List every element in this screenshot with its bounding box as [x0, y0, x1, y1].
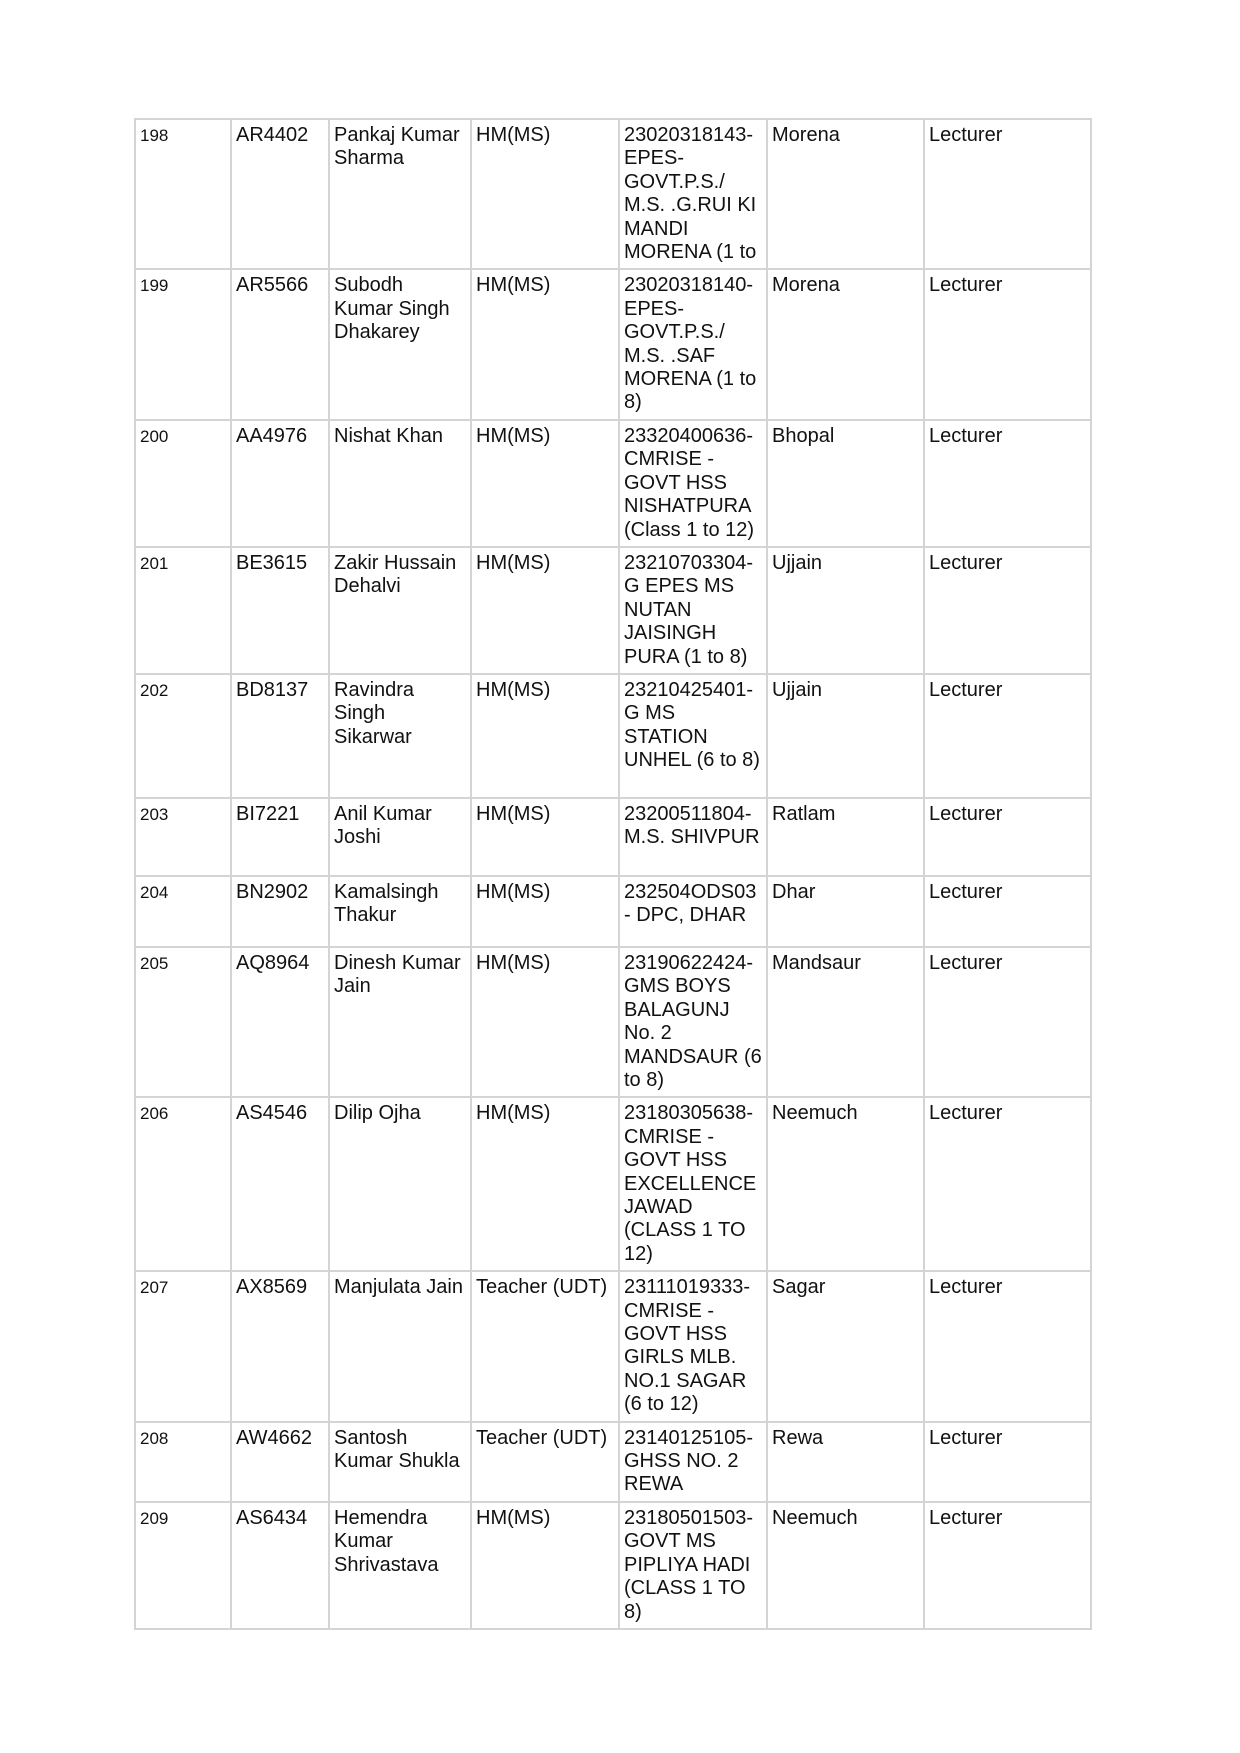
cell-designation: HM(MS) [472, 877, 620, 948]
cell-designation: HM(MS) [472, 270, 620, 420]
cell-district: Morena [768, 120, 925, 270]
cell-employee-name: Nishat Khan [330, 421, 472, 548]
table-row [136, 675, 1092, 799]
cell-serial-no: 205 [136, 948, 232, 1098]
cell-district: Ratlam [768, 799, 925, 877]
cell-employee-code: AX8569 [232, 1272, 330, 1422]
cell-employee-name: Pankaj Kumar Sharma [330, 120, 472, 270]
cell-district: Sagar [768, 1272, 925, 1422]
cell-school: 23020318140-EPES-GOVT.P.S./ M.S. .SAF MORENA (1 to 8) [620, 270, 768, 420]
cell-school: 23200511804-M.S. SHIVPUR [620, 799, 768, 877]
table-row [136, 1423, 1092, 1503]
cell-serial-no: 198 [136, 120, 232, 270]
cell-school: 23111019333-CMRISE - GOVT HSS GIRLS MLB. NO.1 SAGAR (6 to 12) [620, 1272, 768, 1422]
cell-school: 23140125105-GHSS NO. 2 REWA [620, 1423, 768, 1503]
table-row [136, 1272, 1092, 1422]
cell-post: Lecturer [925, 948, 1092, 1098]
cell-district: Neemuch [768, 1098, 925, 1272]
cell-serial-no: 199 [136, 270, 232, 420]
cell-designation: HM(MS) [472, 799, 620, 877]
cell-post: Lecturer [925, 120, 1092, 270]
cell-designation: HM(MS) [472, 421, 620, 548]
cell-district: Ujjain [768, 675, 925, 799]
cell-designation: HM(MS) [472, 675, 620, 799]
cell-school: 23180305638-CMRISE - GOVT HSS EXCELLENCE JAWAD (CLASS 1 TO 12) [620, 1098, 768, 1272]
cell-serial-no: 206 [136, 1098, 232, 1272]
cell-employee-name: Hemendra Kumar Shrivastava [330, 1503, 472, 1630]
cell-district: Ujjain [768, 548, 925, 675]
cell-post: Lecturer [925, 1503, 1092, 1630]
cell-employee-name: Subodh Kumar Singh Dhakarey [330, 270, 472, 420]
cell-employee-code: AS6434 [232, 1503, 330, 1630]
cell-employee-name: Manjulata Jain [330, 1272, 472, 1422]
cell-post: Lecturer [925, 1423, 1092, 1503]
cell-employee-name: Kamalsingh Thakur [330, 877, 472, 948]
table-row [136, 1503, 1092, 1630]
cell-post: Lecturer [925, 1098, 1092, 1272]
cell-designation: HM(MS) [472, 548, 620, 675]
cell-serial-no: 209 [136, 1503, 232, 1630]
cell-school: 23320400636-CMRISE - GOVT HSS NISHATPURA (Class 1 to 12) [620, 421, 768, 548]
table-row [136, 948, 1092, 1098]
cell-designation: HM(MS) [472, 948, 620, 1098]
cell-employee-code: AR4402 [232, 120, 330, 270]
cell-designation: HM(MS) [472, 1098, 620, 1272]
cell-employee-name: Dinesh Kumar Jain [330, 948, 472, 1098]
cell-designation: Teacher (UDT) [472, 1272, 620, 1422]
cell-employee-name: Dilip Ojha [330, 1098, 472, 1272]
transfer-list-table [134, 118, 1092, 1630]
cell-serial-no: 202 [136, 675, 232, 799]
cell-serial-no: 203 [136, 799, 232, 877]
cell-post: Lecturer [925, 799, 1092, 877]
cell-employee-code: BI7221 [232, 799, 330, 877]
table-row [136, 1098, 1092, 1272]
cell-designation: HM(MS) [472, 120, 620, 270]
cell-school: 23210703304-G EPES MS NUTAN JAISINGH PURA (1 to 8) [620, 548, 768, 675]
cell-serial-no: 208 [136, 1423, 232, 1503]
cell-employee-name: Ravindra Singh Sikarwar [330, 675, 472, 799]
cell-school: 23210425401-G MS STATION UNHEL (6 to 8) [620, 675, 768, 799]
cell-serial-no: 204 [136, 877, 232, 948]
table-row [136, 421, 1092, 548]
table-row [136, 877, 1092, 948]
cell-post: Lecturer [925, 675, 1092, 799]
cell-school: 23020318143-EPES-GOVT.P.S./ M.S. .G.RUI KI MANDI MORENA (1 to [620, 120, 768, 270]
cell-employee-name: Anil Kumar Joshi [330, 799, 472, 877]
cell-district: Neemuch [768, 1503, 925, 1630]
cell-employee-code: AA4976 [232, 421, 330, 548]
cell-post: Lecturer [925, 421, 1092, 548]
cell-employee-code: BE3615 [232, 548, 330, 675]
table-body [136, 120, 1092, 1630]
cell-employee-code: BD8137 [232, 675, 330, 799]
cell-post: Lecturer [925, 1272, 1092, 1422]
cell-serial-no: 200 [136, 421, 232, 548]
cell-employee-code: AS4546 [232, 1098, 330, 1272]
cell-post: Lecturer [925, 270, 1092, 420]
table-row [136, 548, 1092, 675]
cell-employee-name: Santosh Kumar Shukla [330, 1423, 472, 1503]
cell-district: Rewa [768, 1423, 925, 1503]
cell-district: Dhar [768, 877, 925, 948]
cell-employee-code: BN2902 [232, 877, 330, 948]
cell-district: Bhopal [768, 421, 925, 548]
cell-post: Lecturer [925, 548, 1092, 675]
cell-serial-no: 201 [136, 548, 232, 675]
cell-designation: Teacher (UDT) [472, 1423, 620, 1503]
cell-employee-code: AR5566 [232, 270, 330, 420]
cell-employee-code: AW4662 [232, 1423, 330, 1503]
cell-serial-no: 207 [136, 1272, 232, 1422]
cell-school: 23190622424-GMS BOYS BALAGUNJ No. 2 MANDSAUR (6 to 8) [620, 948, 768, 1098]
cell-district: Morena [768, 270, 925, 420]
cell-post: Lecturer [925, 877, 1092, 948]
cell-designation: HM(MS) [472, 1503, 620, 1630]
table-row [136, 270, 1092, 420]
table-row [136, 120, 1092, 270]
cell-school: 232504ODS03 - DPC, DHAR [620, 877, 768, 948]
cell-employee-code: AQ8964 [232, 948, 330, 1098]
cell-employee-name: Zakir Hussain Dehalvi [330, 548, 472, 675]
cell-school: 23180501503-GOVT MS PIPLIYA HADI (CLASS 1 TO 8) [620, 1503, 768, 1630]
table-row [136, 799, 1092, 877]
cell-district: Mandsaur [768, 948, 925, 1098]
